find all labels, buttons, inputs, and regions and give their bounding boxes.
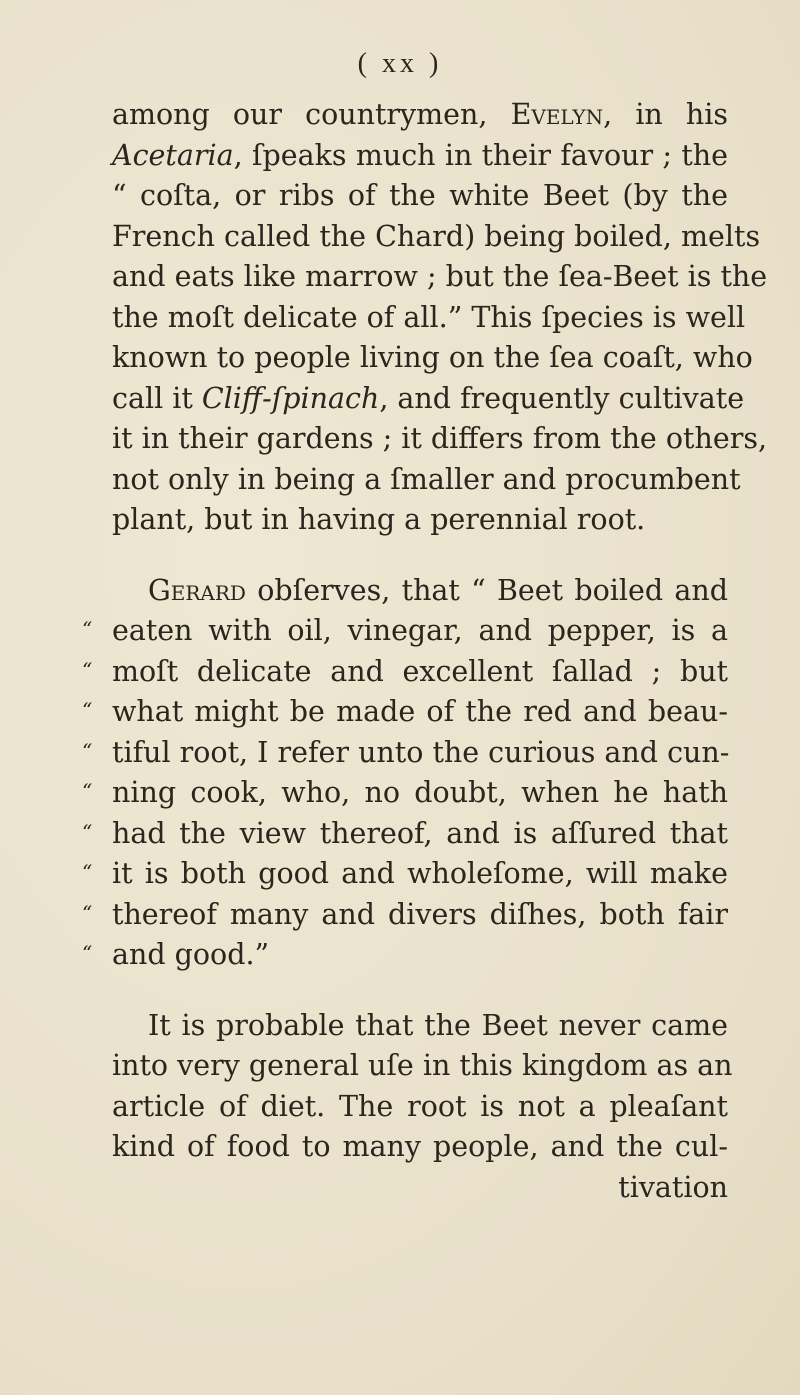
text-line xyxy=(82,814,728,855)
text-line xyxy=(82,854,728,895)
text-span: , ſpeaks much in their favour ; the xyxy=(233,138,728,172)
text-line xyxy=(82,895,728,936)
quote-mark: “ xyxy=(82,941,93,965)
text-line: not only in being a ſmaller and procumbent xyxy=(112,462,741,496)
paragraph-1 xyxy=(112,95,768,541)
catchword: tivation xyxy=(618,1170,728,1204)
text-line: article of diet. The root is not a pleaſant xyxy=(112,1089,728,1123)
paragraph-2 xyxy=(82,571,730,976)
quote-mark: “ xyxy=(82,738,93,763)
text-line xyxy=(82,935,728,976)
text-line xyxy=(82,652,728,693)
text-span: , in his xyxy=(603,98,728,131)
author-name-gerard: Gerard xyxy=(148,573,246,607)
text-line: French called the Chard) being boiled, melts xyxy=(112,219,761,253)
body-text xyxy=(82,95,768,1208)
text-line xyxy=(112,136,728,177)
text-span: thereof many and divers diſhes, both fair xyxy=(112,897,728,931)
text-line xyxy=(112,571,728,612)
text-span: call it xyxy=(112,381,202,415)
text-line: the moſt delicate of all.” This ſpecies is well xyxy=(112,300,746,334)
text-span: obſerves, that “ Beet boiled and xyxy=(245,573,728,607)
text-line: “ coſta, or ribs of the white Beet (by the xyxy=(112,179,728,212)
text-line xyxy=(82,773,728,814)
text-span: moſt delicate and excellent ſallad ; but xyxy=(112,654,728,688)
text-line: It is probable that the Beet never came xyxy=(148,1008,728,1042)
text-span: it is both good and wholeſome, will make xyxy=(112,857,728,890)
text-line: it in their gardens ; it differs from the others, xyxy=(112,422,767,455)
text-span: eaten with oil, vinegar, and pepper, is a xyxy=(112,614,728,647)
text-span: ning cook, who, no doubt, when he hath xyxy=(112,776,728,809)
quote-mark: “ xyxy=(82,860,93,884)
text-line: kind of food to many people, and the cul- xyxy=(112,1130,728,1163)
text-span: and good.” xyxy=(112,938,270,971)
text-line xyxy=(112,379,745,420)
text-line: and eats like marrow ; but the ſea-Beet is the xyxy=(112,260,768,293)
term-cliff-spinach: Cliff-ſpinach xyxy=(201,381,380,415)
page-number: ( xx ) xyxy=(357,48,443,79)
text-line: plant, but in having a perennial root. xyxy=(112,503,646,536)
text-span: among our countrymen, xyxy=(112,98,511,131)
book-title-acetaria: Acetaria xyxy=(112,138,234,172)
text-line xyxy=(82,692,728,733)
text-span: what might be made of the red and beau- xyxy=(112,695,728,728)
text-line: into very general uſe in this kingdom as an xyxy=(112,1049,733,1082)
text-line xyxy=(82,733,730,774)
quote-mark: “ xyxy=(82,900,93,925)
text-span: tiful root, I refer unto the curious and cun- xyxy=(112,735,730,769)
text-span: , and frequently cultivate xyxy=(379,381,745,415)
author-name-evelyn: Evelyn xyxy=(510,98,604,131)
paragraph-3 xyxy=(112,1006,733,1209)
text-span: had the view thereof, and is aſſured that xyxy=(112,816,728,850)
text-line xyxy=(112,95,728,136)
quote-mark: “ xyxy=(82,698,93,722)
text-line: known to people living on the ſea coaſt, who xyxy=(112,341,753,374)
quote-mark: “ xyxy=(82,617,93,641)
quote-mark: “ xyxy=(82,657,93,682)
quote-mark: “ xyxy=(82,819,93,844)
quote-mark: “ xyxy=(82,779,93,803)
text-line xyxy=(82,611,728,652)
